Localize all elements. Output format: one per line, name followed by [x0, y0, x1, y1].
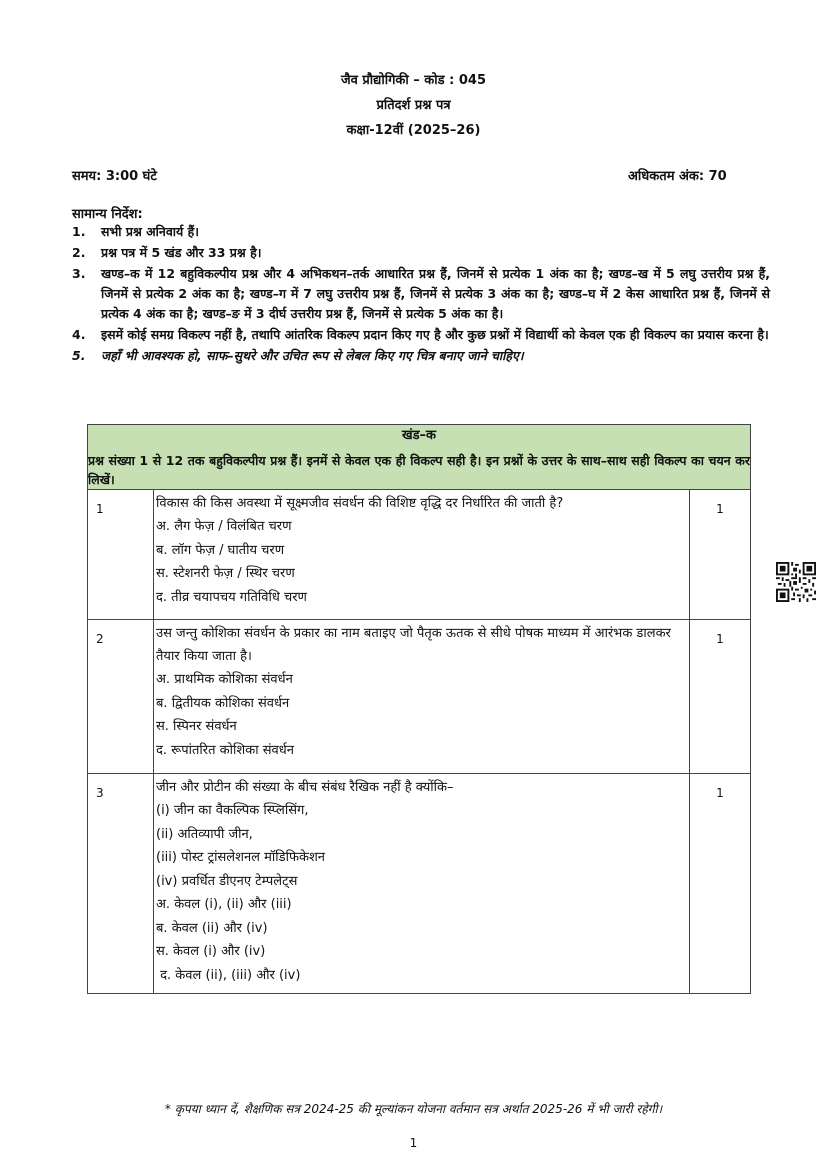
questions-table: [87, 424, 751, 994]
question-number: 2: [88, 620, 154, 774]
question-body: [154, 774, 690, 994]
instruction-item: 3. खण्ड–क में 12 बहुविकल्पीय प्रश्न और 4 अभिकथन–तर्क आधारित प्रश्न हैं, जिनमें से प्रत्येक 1 अंक का है; खण्ड–ख में 5 लघु उत्तरीय प्रश्न हैं, जिनमें से प्रत्येक 2 अंक का है; खण्ड–ग में 7 लघु उत्तरीय प्रश्न हैं, जिनमें से प्रत्येक 3 अंक का है; खण्ड–घ में 2 केस आधारित प्रश्न हैं, जिनमें से प्रत्येक 4 अंक का है; खण्ड–ङ में 3 दीर्घ उत्तरीय प्रश्न हैं, जिनमें से प्रत्येक 5 अंक का है।: [72, 266, 770, 321]
instruction-item: 2. प्रश्न पत्र में 5 खंड और 33 प्रश्न है।: [72, 245, 262, 260]
option: द. तीव्र चयापचय गतिविधि चरण: [156, 589, 307, 605]
question-marks: 1: [690, 774, 751, 994]
question-marks: 1: [690, 620, 751, 774]
section-title: खंड–क: [401, 428, 437, 443]
instruction-item: 4. इसमें कोई समग्र विकल्प नहीं है, तथापि आंतरिक विकल्प प्रदान किए गए है और कुछ प्रश्नों में विद्यार्थी को केवल एक ही विकल्प का प्रयास करना है।: [72, 327, 769, 342]
question-body: [154, 620, 690, 774]
option: (ii) अतिव्यापी जीन,: [156, 826, 253, 842]
question-marks: 1: [690, 490, 751, 620]
question-body: [154, 490, 690, 620]
class-line: कक्षा-12वीं (2025–26): [346, 123, 481, 138]
maximum-marks: अधिकतम अंक: 70: [628, 169, 727, 184]
option: (iii) पोस्ट ट्रांसलेशनल मॉडिफिकेशन: [156, 850, 326, 865]
time-allowed: समय: 3:00 घंटे: [72, 169, 157, 184]
option: ब. केवल (ii) और (iv): [156, 920, 268, 936]
page-number: 1: [409, 1136, 418, 1150]
question-row: [88, 774, 751, 994]
paper-subtitle: प्रतिदर्श प्रश्न पत्र: [376, 98, 451, 113]
option: (iv) प्रवर्धित डीएनए टेम्पलेट्स: [156, 873, 298, 889]
question-stem: उस जन्तु कोशिका संवर्धन के प्रकार का नाम बताइए जो पैतृक ऊतक से सीधे पोषक माध्यम में आरंभक डालकर तैयार किया जाता है।: [156, 626, 671, 664]
option: अ. प्राथमिक कोशिका संवर्धन: [156, 672, 293, 687]
question-row: [88, 490, 751, 620]
option: स. स्टेशनरी फेज़ / स्थिर चरण: [156, 566, 295, 581]
option: स. केवल (i) और (iv): [156, 944, 266, 959]
question-number: 3: [88, 774, 154, 994]
general-instructions-title: सामान्य निर्देश:: [72, 207, 143, 222]
instruction-item: 5. जहाँ भी आवश्यक हो, साफ–सुथरे और उचित रूप से लेबल किए गए चित्र बनाए जाने चाहिए।: [72, 348, 524, 363]
option: अ. लैग फेज़ / विलंबित चरण: [156, 519, 292, 534]
option: (i) जीन का वैकल्पिक स्प्लिसिंग,: [156, 803, 309, 818]
question-row: [88, 620, 751, 774]
option: स. स्पिनर संवर्धन: [156, 719, 237, 734]
question-stem: जीन और प्रोटीन की संख्या के बीच संबंध रैखिक नहीं है क्योंकि–: [156, 780, 454, 795]
question-number: 1: [88, 490, 154, 620]
option: द. केवल (ii), (iii) और (iv): [156, 967, 301, 983]
option: द. रूपांतरित कोशिका संवर्धन: [156, 742, 294, 758]
paper-title: जैव प्रौद्योगिकी – कोड : 045: [340, 73, 486, 88]
option: अ. केवल (i), (ii) और (iii): [156, 897, 292, 912]
section-description: प्रश्न संख्या 1 से 12 तक बहुविकल्पीय प्रश्न हैं। इनमें से केवल एक ही विकल्प सही है। इन प्रश्नों के उत्तर के साथ–साथ सही विकल्प का चयन कर लिखें।: [88, 453, 750, 487]
option: ब. लॉग फेज़ / घातीय चरण: [156, 542, 285, 558]
footnote: * कृपया ध्यान दें, शैक्षणिक सत्र 2024-25 की मूल्यांकन योजना वर्तमान सत्र अर्थात 2025-26 में भी जारी रहेगी।: [164, 1102, 663, 1116]
qr-code-icon[interactable]: [776, 562, 816, 602]
section-header: [88, 425, 751, 490]
option: ब. द्वितीयक कोशिका संवर्धन: [156, 695, 290, 711]
general-instructions-list: [72, 222, 770, 367]
instruction-item: 1. सभी प्रश्न अनिवार्य हैं।: [72, 224, 200, 239]
question-stem: विकास की किस अवस्था में सूक्ष्मजीव संवर्धन की विशिष्ट वृद्धि दर निर्धारित की जाती है?: [156, 496, 564, 511]
